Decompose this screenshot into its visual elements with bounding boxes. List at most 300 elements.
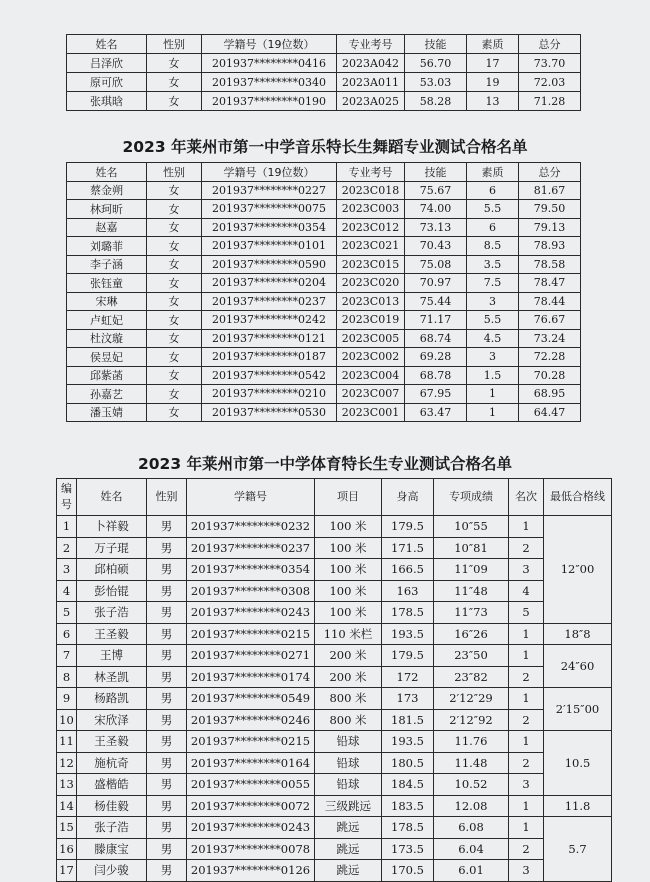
column-header: 姓名 bbox=[67, 163, 147, 182]
table-cell: 2023C018 bbox=[337, 181, 405, 200]
table-row bbox=[57, 580, 612, 602]
table-cell: 4.5 bbox=[467, 329, 519, 348]
column-header: 姓名 bbox=[67, 35, 147, 54]
table-cell: 5 bbox=[57, 602, 77, 624]
table-cell: 201937********0237 bbox=[202, 292, 337, 311]
table-cell: 7 bbox=[57, 645, 77, 667]
table-cell: 201937********0210 bbox=[202, 385, 337, 404]
table-cell: 铅球 bbox=[315, 774, 382, 796]
table-row bbox=[67, 92, 581, 111]
table-cell: 181.5 bbox=[382, 709, 434, 731]
table-cell: 201937********0308 bbox=[187, 580, 315, 602]
min-qualifying-line: 2′15″00 bbox=[544, 688, 612, 731]
table-cell: 193.5 bbox=[382, 731, 434, 753]
table-row bbox=[57, 645, 612, 667]
table-cell: 172 bbox=[382, 666, 434, 688]
table-cell: 女 bbox=[147, 255, 202, 274]
table-cell: 166.5 bbox=[382, 559, 434, 581]
table-cell: 12.08 bbox=[434, 795, 509, 817]
table-cell: 2′12″92 bbox=[434, 709, 509, 731]
column-header: 最低合格线 bbox=[544, 479, 612, 516]
column-header: 性别 bbox=[147, 35, 202, 54]
table-cell: 3 bbox=[509, 774, 544, 796]
table-cell: 11 bbox=[57, 731, 77, 753]
table-cell: 14 bbox=[57, 795, 77, 817]
table-cell: 2023C020 bbox=[337, 274, 405, 293]
table-cell: 杨佳毅 bbox=[77, 795, 147, 817]
table-cell: 110 米栏 bbox=[315, 623, 382, 645]
table-cell: 5 bbox=[509, 602, 544, 624]
table-cell: 201937********0055 bbox=[187, 774, 315, 796]
art-qualified-table bbox=[66, 34, 581, 111]
table-row bbox=[57, 817, 612, 839]
table-cell: 10.52 bbox=[434, 774, 509, 796]
table-cell: 女 bbox=[147, 181, 202, 200]
table-cell: 68.95 bbox=[519, 385, 581, 404]
table-cell: 孙嘉艺 bbox=[67, 385, 147, 404]
table-cell: 56.70 bbox=[405, 54, 467, 73]
table-cell: 卢虹妃 bbox=[67, 311, 147, 330]
table-cell: 201937********0126 bbox=[187, 860, 315, 882]
table-cell: 100 米 bbox=[315, 602, 382, 624]
table-cell: 163 bbox=[382, 580, 434, 602]
table-cell: 潘玉婧 bbox=[67, 403, 147, 422]
table-cell: 201937********0354 bbox=[187, 559, 315, 581]
table-cell: 200 米 bbox=[315, 645, 382, 667]
table-cell: 19 bbox=[467, 73, 519, 92]
table-cell: 女 bbox=[147, 274, 202, 293]
table-cell: 100 米 bbox=[315, 537, 382, 559]
table-cell: 73.13 bbox=[405, 218, 467, 237]
table-cell: 69.28 bbox=[405, 348, 467, 367]
table-row bbox=[67, 181, 581, 200]
table-cell: 男 bbox=[147, 516, 187, 538]
table-cell: 林珂昕 bbox=[67, 200, 147, 219]
table-cell: 75.44 bbox=[405, 292, 467, 311]
table-row bbox=[67, 292, 581, 311]
table-cell: 800 米 bbox=[315, 688, 382, 710]
table-cell: 201937********0243 bbox=[187, 817, 315, 839]
table-cell: 73.70 bbox=[519, 54, 581, 73]
table-cell: 23″82 bbox=[434, 666, 509, 688]
table-cell: 男 bbox=[147, 580, 187, 602]
table-cell: 女 bbox=[147, 311, 202, 330]
column-header: 素质 bbox=[467, 163, 519, 182]
table-cell: 3 bbox=[467, 292, 519, 311]
table-cell: 男 bbox=[147, 838, 187, 860]
header-row bbox=[67, 163, 581, 182]
table-row bbox=[57, 838, 612, 860]
table-cell: 180.5 bbox=[382, 752, 434, 774]
table-cell: 2023A025 bbox=[337, 92, 405, 111]
table-cell: 2 bbox=[509, 752, 544, 774]
table-cell: 铅球 bbox=[315, 731, 382, 753]
column-header: 技能 bbox=[405, 35, 467, 54]
table-cell: 78.93 bbox=[519, 237, 581, 256]
table-cell: 卜祥毅 bbox=[77, 516, 147, 538]
table-cell: 宋琳 bbox=[67, 292, 147, 311]
table-cell: 万子琨 bbox=[77, 537, 147, 559]
column-header: 性别 bbox=[147, 479, 187, 516]
table-row bbox=[57, 688, 612, 710]
column-header: 项目 bbox=[315, 479, 382, 516]
table-cell: 原可欣 bbox=[67, 73, 147, 92]
table-cell: 10″55 bbox=[434, 516, 509, 538]
table-cell: 2023C003 bbox=[337, 200, 405, 219]
table-cell: 女 bbox=[147, 366, 202, 385]
table-cell: 13 bbox=[467, 92, 519, 111]
table-cell: 1 bbox=[509, 623, 544, 645]
table-cell: 178.5 bbox=[382, 602, 434, 624]
min-qualifying-line: 10.5 bbox=[544, 731, 612, 796]
table-cell: 施杭奇 bbox=[77, 752, 147, 774]
table-cell: 王圣毅 bbox=[77, 623, 147, 645]
table-cell: 800 米 bbox=[315, 709, 382, 731]
table-cell: 201937********0354 bbox=[202, 218, 337, 237]
table-cell: 10″81 bbox=[434, 537, 509, 559]
table-cell: 100 米 bbox=[315, 580, 382, 602]
table-cell: 男 bbox=[147, 666, 187, 688]
table-cell: 201937********0164 bbox=[187, 752, 315, 774]
column-header: 学籍号 bbox=[187, 479, 315, 516]
table-cell: 78.44 bbox=[519, 292, 581, 311]
column-header: 专业考号 bbox=[337, 35, 405, 54]
table-cell: 70.97 bbox=[405, 274, 467, 293]
table-cell: 53.03 bbox=[405, 73, 467, 92]
table-cell: 6 bbox=[57, 623, 77, 645]
table-cell: 赵嘉 bbox=[67, 218, 147, 237]
table-cell: 蔡金朔 bbox=[67, 181, 147, 200]
table-cell: 张琪晗 bbox=[67, 92, 147, 111]
column-header: 名次 bbox=[509, 479, 544, 516]
min-qualifying-line: 11.8 bbox=[544, 795, 612, 817]
table-cell: 1.5 bbox=[467, 366, 519, 385]
table-cell: 女 bbox=[147, 403, 202, 422]
table-cell: 17 bbox=[467, 54, 519, 73]
table-cell: 184.5 bbox=[382, 774, 434, 796]
table-cell: 75.08 bbox=[405, 255, 467, 274]
table-cell: 张钰童 bbox=[67, 274, 147, 293]
table-cell: 81.67 bbox=[519, 181, 581, 200]
table-cell: 200 米 bbox=[315, 666, 382, 688]
table-cell: 179.5 bbox=[382, 645, 434, 667]
table-row bbox=[57, 709, 612, 731]
table-cell: 100 米 bbox=[315, 516, 382, 538]
table-cell: 男 bbox=[147, 623, 187, 645]
table-cell: 4 bbox=[57, 580, 77, 602]
table-cell: 刘璐菲 bbox=[67, 237, 147, 256]
header-row bbox=[67, 35, 581, 54]
table-cell: 70.28 bbox=[519, 366, 581, 385]
table-cell: 8.5 bbox=[467, 237, 519, 256]
table-cell: 11″73 bbox=[434, 602, 509, 624]
table-row bbox=[57, 752, 612, 774]
table-cell: 6 bbox=[467, 181, 519, 200]
table-cell: 11.76 bbox=[434, 731, 509, 753]
column-header: 总分 bbox=[519, 163, 581, 182]
table-cell: 13 bbox=[57, 774, 77, 796]
table-cell: 16 bbox=[57, 838, 77, 860]
table-row bbox=[57, 559, 612, 581]
table-cell: 女 bbox=[147, 385, 202, 404]
table-row bbox=[57, 516, 612, 538]
table-cell: 6.01 bbox=[434, 860, 509, 882]
table-cell: 2023C005 bbox=[337, 329, 405, 348]
table-row bbox=[57, 774, 612, 796]
table-cell: 201937********0232 bbox=[187, 516, 315, 538]
table-cell: 201937********0549 bbox=[187, 688, 315, 710]
table-row bbox=[57, 731, 612, 753]
dance-list-title: 2023 年莱州市第一中学音乐特长生舞蹈专业测试合格名单 bbox=[122, 138, 528, 156]
table-cell: 滕康宝 bbox=[77, 838, 147, 860]
table-cell: 71.17 bbox=[405, 311, 467, 330]
table-cell: 张子浩 bbox=[77, 602, 147, 624]
table-cell: 78.47 bbox=[519, 274, 581, 293]
table-cell: 2 bbox=[509, 709, 544, 731]
table-cell: 79.13 bbox=[519, 218, 581, 237]
dance-qualified-table bbox=[66, 162, 581, 422]
table-cell: 女 bbox=[147, 218, 202, 237]
table-cell: 2 bbox=[509, 537, 544, 559]
table-cell: 201937********0590 bbox=[202, 255, 337, 274]
table-cell: 4 bbox=[509, 580, 544, 602]
table-cell: 杨路凯 bbox=[77, 688, 147, 710]
table-row bbox=[67, 255, 581, 274]
table-cell: 67.95 bbox=[405, 385, 467, 404]
table-cell: 1 bbox=[509, 731, 544, 753]
table-cell: 63.47 bbox=[405, 403, 467, 422]
table-cell: 201937********0271 bbox=[187, 645, 315, 667]
table-row bbox=[67, 366, 581, 385]
column-header: 性别 bbox=[147, 163, 202, 182]
table-cell: 女 bbox=[147, 92, 202, 111]
table-cell: 盛楷皓 bbox=[77, 774, 147, 796]
table-row bbox=[67, 385, 581, 404]
column-header: 专项成绩 bbox=[434, 479, 509, 516]
table-cell: 201937********0237 bbox=[187, 537, 315, 559]
table-cell: 铅球 bbox=[315, 752, 382, 774]
table-cell: 2 bbox=[509, 666, 544, 688]
table-cell: 64.47 bbox=[519, 403, 581, 422]
table-row bbox=[67, 403, 581, 422]
table-cell: 8 bbox=[57, 666, 77, 688]
table-cell: 173.5 bbox=[382, 838, 434, 860]
table-cell: 跳远 bbox=[315, 860, 382, 882]
table-cell: 2023C021 bbox=[337, 237, 405, 256]
table-cell: 3 bbox=[509, 559, 544, 581]
table-cell: 6.04 bbox=[434, 838, 509, 860]
table-cell: 3 bbox=[57, 559, 77, 581]
table-cell: 201937********0246 bbox=[187, 709, 315, 731]
table-cell: 1 bbox=[509, 516, 544, 538]
sports-qualified-table bbox=[56, 478, 612, 882]
table-cell: 男 bbox=[147, 709, 187, 731]
table-cell: 2023C007 bbox=[337, 385, 405, 404]
table-cell: 201937********0072 bbox=[187, 795, 315, 817]
table-cell: 6.08 bbox=[434, 817, 509, 839]
table-cell: 邱柏硕 bbox=[77, 559, 147, 581]
table-cell: 10 bbox=[57, 709, 77, 731]
table-cell: 12 bbox=[57, 752, 77, 774]
table-cell: 76.67 bbox=[519, 311, 581, 330]
table-row bbox=[67, 329, 581, 348]
table-cell: 男 bbox=[147, 537, 187, 559]
table-cell: 跳远 bbox=[315, 817, 382, 839]
table-cell: 5.5 bbox=[467, 311, 519, 330]
table-cell: 男 bbox=[147, 645, 187, 667]
table-row bbox=[67, 274, 581, 293]
table-cell: 183.5 bbox=[382, 795, 434, 817]
column-header: 技能 bbox=[405, 163, 467, 182]
table-cell: 2023C002 bbox=[337, 348, 405, 367]
table-cell: 王博 bbox=[77, 645, 147, 667]
table-cell: 5.5 bbox=[467, 200, 519, 219]
table-cell: 170.5 bbox=[382, 860, 434, 882]
table-cell: 1 bbox=[509, 817, 544, 839]
table-cell: 张子浩 bbox=[77, 817, 147, 839]
table-cell: 201937********0416 bbox=[202, 54, 337, 73]
table-row bbox=[67, 73, 581, 92]
column-header: 编号 bbox=[57, 479, 77, 516]
table-cell: 201937********0227 bbox=[202, 181, 337, 200]
table-cell: 11″48 bbox=[434, 580, 509, 602]
column-header: 总分 bbox=[519, 35, 581, 54]
table-cell: 2′12″29 bbox=[434, 688, 509, 710]
table-cell: 201937********0243 bbox=[187, 602, 315, 624]
table-cell: 男 bbox=[147, 559, 187, 581]
table-row bbox=[57, 860, 612, 882]
column-header: 专业考号 bbox=[337, 163, 405, 182]
column-header: 身高 bbox=[382, 479, 434, 516]
table-cell: 闫少骏 bbox=[77, 860, 147, 882]
table-cell: 2023C001 bbox=[337, 403, 405, 422]
header-row bbox=[57, 479, 612, 516]
table-cell: 11.48 bbox=[434, 752, 509, 774]
table-cell: 2023C019 bbox=[337, 311, 405, 330]
table-cell: 72.03 bbox=[519, 73, 581, 92]
table-cell: 78.58 bbox=[519, 255, 581, 274]
table-row bbox=[67, 311, 581, 330]
table-cell: 2023A011 bbox=[337, 73, 405, 92]
table-row bbox=[67, 54, 581, 73]
table-cell: 女 bbox=[147, 348, 202, 367]
table-cell: 三级跳远 bbox=[315, 795, 382, 817]
table-cell: 2 bbox=[509, 838, 544, 860]
table-cell: 男 bbox=[147, 731, 187, 753]
table-cell: 男 bbox=[147, 774, 187, 796]
table-cell: 201937********0190 bbox=[202, 92, 337, 111]
table-cell: 70.43 bbox=[405, 237, 467, 256]
table-cell: 吕泽欣 bbox=[67, 54, 147, 73]
table-cell: 女 bbox=[147, 200, 202, 219]
table-row bbox=[67, 200, 581, 219]
table-cell: 79.50 bbox=[519, 200, 581, 219]
table-row bbox=[67, 218, 581, 237]
table-cell: 11″09 bbox=[434, 559, 509, 581]
table-cell: 邱紫菡 bbox=[67, 366, 147, 385]
table-cell: 201937********0187 bbox=[202, 348, 337, 367]
table-cell: 68.78 bbox=[405, 366, 467, 385]
table-row bbox=[57, 623, 612, 645]
column-header: 学籍号（19位数） bbox=[202, 163, 337, 182]
table-cell: 1 bbox=[57, 516, 77, 538]
table-cell: 侯昱妃 bbox=[67, 348, 147, 367]
table-cell: 201937********0340 bbox=[202, 73, 337, 92]
table-cell: 2 bbox=[57, 537, 77, 559]
table-cell: 王圣毅 bbox=[77, 731, 147, 753]
table-cell: 男 bbox=[147, 752, 187, 774]
table-row bbox=[57, 537, 612, 559]
table-cell: 68.74 bbox=[405, 329, 467, 348]
table-cell: 跳远 bbox=[315, 838, 382, 860]
table-cell: 201937********0242 bbox=[202, 311, 337, 330]
column-header: 姓名 bbox=[77, 479, 147, 516]
column-header: 学籍号（19位数） bbox=[202, 35, 337, 54]
table-cell: 林圣凯 bbox=[77, 666, 147, 688]
table-cell: 2023C015 bbox=[337, 255, 405, 274]
table-cell: 宋欣泽 bbox=[77, 709, 147, 731]
table-cell: 17 bbox=[57, 860, 77, 882]
table-cell: 1 bbox=[467, 385, 519, 404]
table-cell: 男 bbox=[147, 688, 187, 710]
table-cell: 201937********0204 bbox=[202, 274, 337, 293]
min-qualifying-line: 12″00 bbox=[544, 516, 612, 624]
table-cell: 女 bbox=[147, 329, 202, 348]
table-cell: 3.5 bbox=[467, 255, 519, 274]
table-cell: 3 bbox=[509, 860, 544, 882]
table-cell: 75.67 bbox=[405, 181, 467, 200]
table-cell: 201937********0078 bbox=[187, 838, 315, 860]
table-cell: 178.5 bbox=[382, 817, 434, 839]
table-cell: 179.5 bbox=[382, 516, 434, 538]
table-cell: 58.28 bbox=[405, 92, 467, 111]
table-cell: 201937********0121 bbox=[202, 329, 337, 348]
table-cell: 23″50 bbox=[434, 645, 509, 667]
table-cell: 100 米 bbox=[315, 559, 382, 581]
table-row bbox=[57, 602, 612, 624]
table-cell: 2023C004 bbox=[337, 366, 405, 385]
table-cell: 1 bbox=[467, 403, 519, 422]
table-cell: 2023C013 bbox=[337, 292, 405, 311]
table-cell: 2023C012 bbox=[337, 218, 405, 237]
table-cell: 9 bbox=[57, 688, 77, 710]
table-cell: 女 bbox=[147, 292, 202, 311]
table-cell: 6 bbox=[467, 218, 519, 237]
table-cell: 201937********0215 bbox=[187, 731, 315, 753]
table-cell: 201937********0174 bbox=[187, 666, 315, 688]
table-cell: 3 bbox=[467, 348, 519, 367]
table-cell: 7.5 bbox=[467, 274, 519, 293]
table-cell: 男 bbox=[147, 860, 187, 882]
table-cell: 173 bbox=[382, 688, 434, 710]
table-cell: 193.5 bbox=[382, 623, 434, 645]
table-cell: 15 bbox=[57, 817, 77, 839]
table-row bbox=[67, 237, 581, 256]
table-cell: 1 bbox=[509, 795, 544, 817]
table-cell: 71.28 bbox=[519, 92, 581, 111]
table-cell: 1 bbox=[509, 645, 544, 667]
table-cell: 16″26 bbox=[434, 623, 509, 645]
table-row bbox=[57, 795, 612, 817]
table-cell: 杜汶璇 bbox=[67, 329, 147, 348]
table-cell: 201937********0075 bbox=[202, 200, 337, 219]
table-cell: 2023A042 bbox=[337, 54, 405, 73]
table-cell: 72.28 bbox=[519, 348, 581, 367]
table-cell: 男 bbox=[147, 795, 187, 817]
table-cell: 女 bbox=[147, 73, 202, 92]
table-cell: 女 bbox=[147, 54, 202, 73]
min-qualifying-line: 5.7 bbox=[544, 817, 612, 882]
